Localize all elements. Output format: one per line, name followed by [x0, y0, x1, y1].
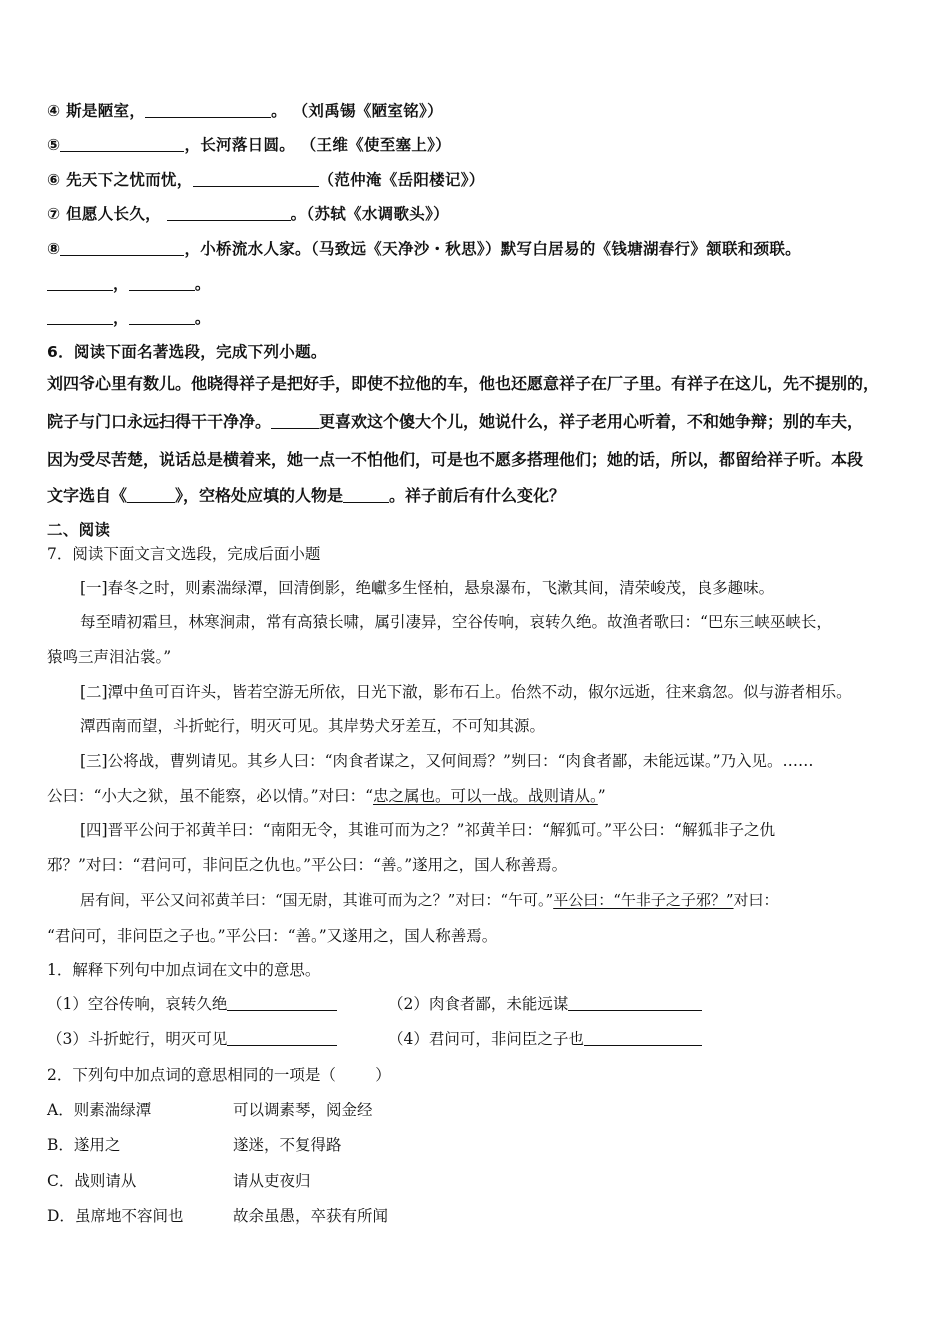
sub1-item-4: [388, 1029, 702, 1049]
sub1-heading: 1．解释下列句中加点词在文中的意思。: [47, 961, 321, 979]
text: 。 （刘禹锡《陋室铭》）: [271, 102, 443, 120]
option-left: 则素湍绿潭: [73, 1101, 152, 1119]
answer-blank[interactable]: [47, 310, 113, 325]
text: （3）斗折蛇行，明灭可见: [47, 1030, 228, 1048]
option-letter: A．: [47, 1101, 74, 1119]
answer-blank[interactable]: [129, 276, 195, 291]
passage-3-para-1: [三]公将战，曹刿请见。其乡人曰：“肉食者谋之，又何间焉？”刿曰：“肉食者鄙，未能远谋。”乃入见。……: [80, 752, 814, 770]
option-c[interactable]: [47, 1171, 136, 1191]
answer-blank[interactable]: [129, 310, 195, 325]
text: ”: [597, 787, 606, 805]
answer-blank[interactable]: [568, 996, 702, 1011]
answer-blank[interactable]: [193, 172, 319, 187]
option-c-right: 请从吏夜归: [233, 1172, 311, 1190]
text: （2）肉食者鄙，未能远谋: [388, 995, 569, 1013]
text: 更喜欢这个傻大个儿，她说什么，祥子老用心听着，不和她争辩；别的车夫，: [319, 412, 864, 431]
text: 文字选自《: [47, 486, 128, 505]
q6-passage-line-4: [47, 486, 565, 506]
text: ，长河落日圆。 （王维《使至塞上》）: [184, 136, 451, 154]
option-a-right: 可以调素琴，阅金经: [233, 1101, 373, 1119]
sub1-item-2: [388, 994, 702, 1014]
answer-blank[interactable]: [227, 996, 337, 1011]
option-letter: B．: [47, 1136, 74, 1154]
text: 。（苏轼《水调歌头》）: [290, 205, 449, 223]
text: 院子与门口永远扫得干干净净。: [47, 412, 272, 431]
q6-passage-line-1: 刘四爷心里有数儿。他晓得祥子是把好手，即使不拉他的车，他也还愿意祥子在厂子里。有祥子在这儿，先不提别的，: [47, 374, 880, 393]
option-left: 虽席地不容间也: [74, 1207, 184, 1225]
underlined-sentence: 忠之属也。可以一战。战则请从。: [373, 787, 598, 805]
sub1-item-3: [47, 1029, 337, 1049]
passage-4-para-1: [四]晋平公问于祁黄羊曰：“南阳无令，其谁可而为之？”祁黄羊曰：“解狐可。”平公曰：“解狐非子之仇: [80, 821, 775, 839]
text: ⑦ 但愿人长久，: [47, 205, 167, 223]
q6-passage-line-3: 因为受尽苦楚，说话总是横着来，她一点一不怕他们，可是也不愿多搭理他们；她的话，所以，都留给祥子听。本段: [47, 450, 864, 469]
q7-heading: 7．阅读下面文言文选段，完成后面小题: [47, 545, 321, 563]
passage-2-para-2: 潭西南而望，斗折蛇行，明灭可见。其岸势犬牙差互，不可知其源。: [80, 717, 546, 735]
option-d-right: 故余虽愚，卒获有所闻: [233, 1207, 389, 1225]
underlined-sentence: 平公曰：“午非子之子邪？”: [553, 891, 734, 909]
option-left: 遂用之: [73, 1136, 121, 1154]
answer-blank[interactable]: [127, 488, 175, 503]
text: 。: [194, 309, 211, 327]
text: ⑤: [47, 136, 61, 154]
option-left: 战则请从: [74, 1172, 137, 1190]
q6-passage-line-2: [47, 412, 863, 432]
answer-blank[interactable]: [47, 276, 113, 291]
text: 居有间，平公又问祁黄羊曰：“国无尉，其谁可而为之？”对曰：“午可。”: [80, 891, 554, 909]
answer-blank[interactable]: [145, 103, 271, 118]
answer-blank[interactable]: [271, 414, 319, 429]
fill-line-extra-2: [47, 308, 211, 328]
option-a[interactable]: [47, 1100, 151, 1120]
answer-blank[interactable]: [60, 241, 184, 256]
text: ④ 斯是陋室，: [47, 102, 146, 120]
text: ，: [113, 309, 129, 327]
fill-line-6: [47, 170, 485, 190]
option-letter: D．: [47, 1207, 75, 1225]
fill-line-extra-1: [47, 274, 211, 294]
fill-line-7: [47, 204, 449, 224]
text: 。祥子前后有什么变化？: [389, 486, 566, 505]
text: 》，空格处应填的人物是: [175, 486, 344, 505]
text: （范仲淹《岳阳楼记》）: [318, 171, 485, 189]
option-b-right: 遂迷，不复得路: [233, 1136, 342, 1154]
passage-2-para-1: [二]潭中鱼可百许头，皆若空游无所依，日光下澈，影布石上。佁然不动，俶尔远逝，往来翕忽。似与游者相乐。: [80, 683, 852, 701]
text: ⑧: [47, 240, 61, 258]
fill-line-4: [47, 101, 443, 121]
passage-1-para-2: 每至晴初霜旦，林寒涧肃，常有高猿长啸，属引凄异，空谷传响，哀转久绝。故渔者歌曰：“巴东三峡巫峡长，: [80, 613, 832, 631]
passage-4-para-2: [80, 890, 779, 910]
text: 对曰：: [733, 891, 779, 909]
text: （1）空谷传响，哀转久绝: [47, 995, 228, 1013]
passage-1-para-1: [一]春冬之时，则素湍绿潭，回清倒影，绝巘多生怪柏，悬泉瀑布，飞漱其间，清荣峻茂，良多趣味。: [80, 579, 775, 597]
option-d[interactable]: [47, 1206, 183, 1226]
option-b[interactable]: [47, 1135, 120, 1155]
fill-line-5: [47, 135, 451, 155]
text: （4）君问可，非问臣之子也: [388, 1030, 584, 1048]
answer-blank[interactable]: [227, 1031, 337, 1046]
text: ，小桥流水人家。（马致远《天净沙・秋思》）默写白居易的《钱塘湖春行》颔联和颈联。: [184, 240, 801, 258]
text: 。: [194, 275, 211, 293]
sub2-heading: 2．下列句中加点词的意思相同的一项是（ ）: [47, 1066, 391, 1084]
text: 公曰：“小大之狱，虽不能察，必以情。”对曰：“: [47, 787, 374, 805]
text: ⑥ 先天下之忧而忧，: [47, 171, 193, 189]
passage-3-para-2: [47, 786, 606, 806]
answer-blank[interactable]: [343, 488, 389, 503]
answer-blank[interactable]: [167, 206, 291, 221]
fill-line-8: [47, 239, 801, 259]
sub1-item-1: [47, 994, 337, 1014]
option-letter: C．: [47, 1172, 75, 1190]
q6-heading: 6．阅读下面名著选段，完成下列小题。: [47, 343, 327, 361]
section-2-heading: 二、阅读: [47, 521, 111, 539]
passage-4-para-2-cont: “君问可，非问臣之子也。”平公曰：“善。”又遂用之，国人称善焉。: [47, 927, 498, 945]
text: ，: [113, 275, 129, 293]
passage-4-para-1-cont: 邪？”对曰：“君问可，非问臣之仇也。”平公曰：“善。”遂用之，国人称善焉。: [47, 856, 568, 874]
passage-1-para-2-cont: 猿鸣三声泪沾裳。”: [47, 648, 172, 666]
answer-blank[interactable]: [60, 137, 184, 152]
answer-blank[interactable]: [584, 1031, 702, 1046]
